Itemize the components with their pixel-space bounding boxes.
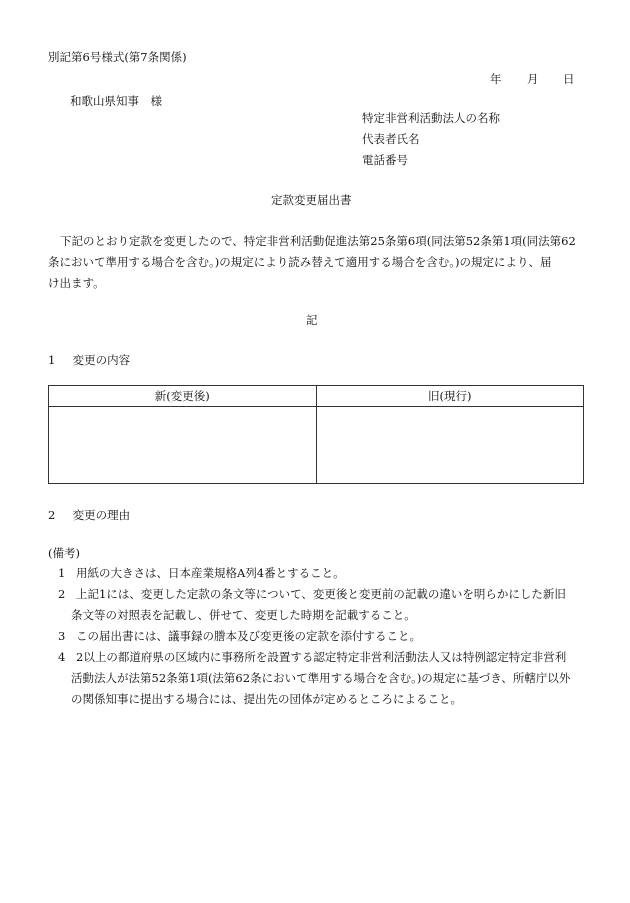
- form-label: 別記第6号様式(第7条関係): [48, 50, 187, 64]
- date-month: 月: [527, 72, 539, 86]
- note-text: 条文等の対照表を記載し、併せて、変更した時期を記載すること。: [71, 608, 416, 622]
- body-line: 下記のとおり定款を変更したので、特定非営利活動促進法第25条第6項(同法第52条第1項(同法第62: [60, 234, 576, 248]
- section1-label: 変更の内容: [72, 353, 131, 367]
- table-header-old: 旧(現行): [316, 386, 584, 407]
- representative-label: 代表者氏名: [362, 132, 420, 146]
- body-line: 条において準用する場合を含む。)の規定により読み替えて適用する場合を含む。)の規定により、届: [48, 255, 552, 269]
- ki-heading: 記: [306, 313, 318, 327]
- date-day: 日: [563, 72, 575, 86]
- body-paragraph: [48, 231, 584, 294]
- table-cell-old: [316, 407, 584, 484]
- note-text: この届出書には、議事録の謄本及び変更後の定款を添付すること。: [76, 629, 421, 643]
- note-text: 活動法人が法第52条第1項(法第62条において準用する場合を含む。)の規定に基づき、所轄庁以外: [71, 671, 571, 685]
- note-number: 1: [58, 566, 66, 580]
- table-row: [49, 407, 584, 484]
- section2-label: 変更の理由: [72, 508, 131, 522]
- section2-number: 2: [48, 508, 56, 522]
- note-number: 2: [58, 587, 66, 601]
- phone-label: 電話番号: [362, 153, 408, 167]
- date-year: 年: [490, 72, 502, 86]
- comparison-table: [48, 385, 584, 484]
- org-name-label: 特定非営利活動法人の名称: [362, 111, 500, 125]
- notes-heading: (備考): [48, 546, 80, 560]
- note-text: 上記1には、変更した定款の条文等について、変更後と変更前の記載の違いを明らかにした新旧: [76, 587, 566, 601]
- note-text: 2以上の都道府県の区域内に事務所を設置する認定特定非営利活動法人又は特例認定特定非営利: [76, 650, 567, 664]
- table-header-new: 新(変更後): [49, 386, 317, 407]
- section1-heading: [48, 352, 130, 368]
- document-title: 定款変更届出書: [271, 193, 352, 207]
- note-item: [58, 626, 588, 647]
- note-text: 用紙の大きさは、日本産業規格A列4番とすること。: [76, 566, 345, 580]
- body-line: け出ます。: [48, 276, 105, 290]
- note-item: [58, 563, 588, 584]
- note-number: 3: [58, 629, 66, 643]
- note-item: [58, 647, 588, 710]
- section2-heading: [48, 507, 130, 523]
- table-cell-new: [49, 407, 317, 484]
- note-number: 4: [58, 650, 66, 664]
- note-item: [58, 584, 588, 626]
- note-text: の関係知事に提出する場合には、提出先の団体が定めるところによること。: [71, 692, 462, 706]
- addressee: 和歌山県知事 様: [70, 94, 162, 108]
- section1-number: 1: [48, 353, 56, 367]
